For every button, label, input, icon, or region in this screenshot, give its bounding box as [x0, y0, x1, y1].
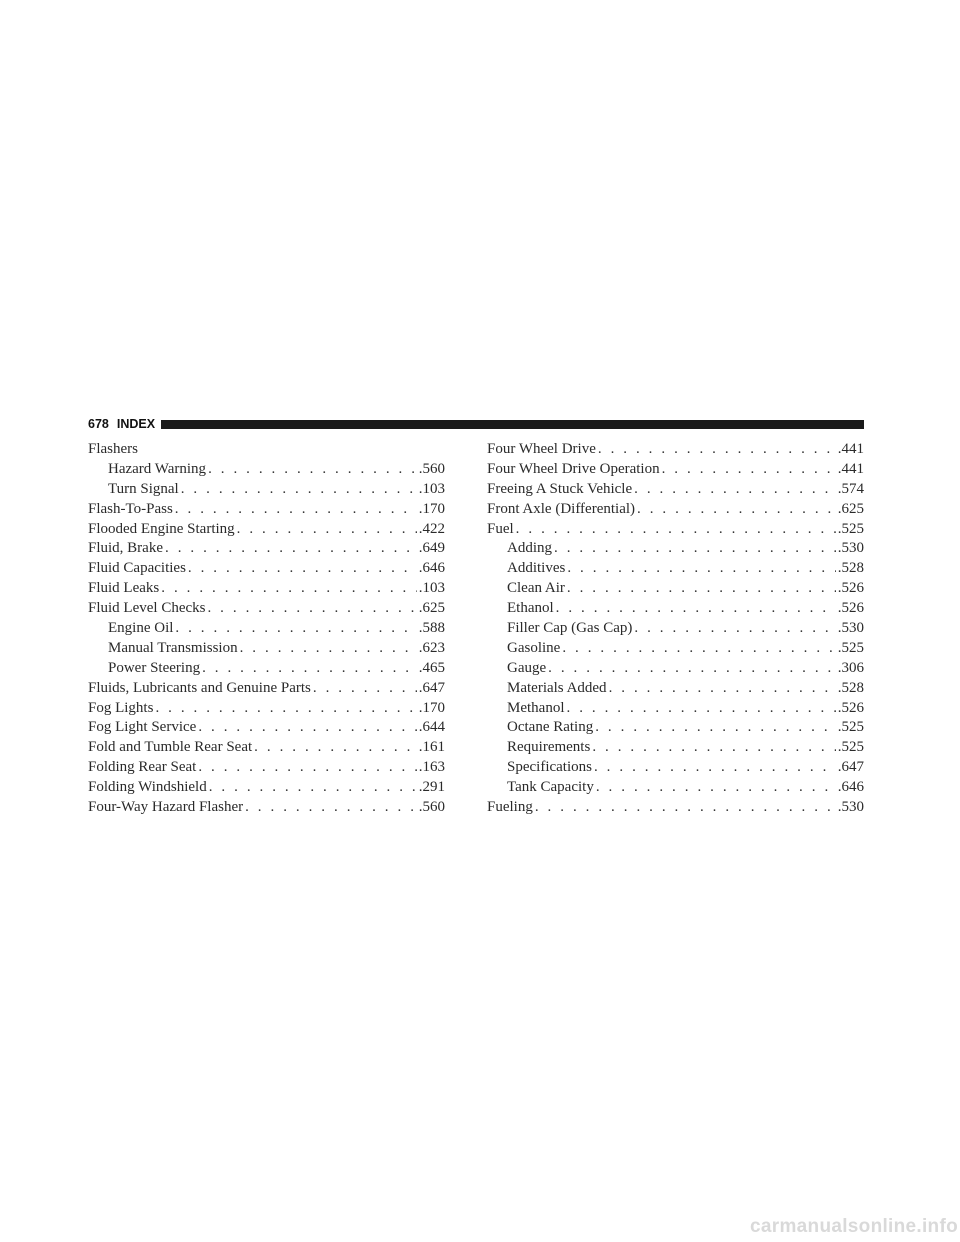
entry-label: Gasoline — [507, 639, 561, 656]
entry-label: Additives — [507, 560, 566, 577]
entry-page-number: .528 — [837, 560, 864, 577]
index-entry — [487, 461, 864, 481]
entry-label: Clean Air — [507, 580, 565, 597]
entry-label: Four Wheel Drive — [487, 441, 596, 457]
entry-page-number: .525 — [837, 719, 864, 736]
entry-page-number: .560 — [418, 799, 445, 816]
entry-page-number: .588 — [418, 620, 445, 637]
dot-leader — [175, 501, 417, 518]
dot-leader — [516, 521, 836, 538]
index-subentry — [487, 719, 864, 739]
dot-leader — [634, 620, 835, 637]
entry-page-number: .574 — [837, 480, 864, 497]
entry-page-number: .103 — [418, 580, 445, 597]
index-subentry — [88, 620, 445, 640]
dot-leader — [535, 799, 836, 816]
entry-label: Tank Capacity — [507, 779, 594, 796]
entry-page-number: .525 — [837, 520, 864, 537]
dot-leader — [202, 660, 417, 677]
dot-leader — [594, 759, 836, 776]
index-entry — [88, 540, 445, 560]
entry-label: Fluid Level Checks — [88, 600, 206, 617]
entry-page-number: .291 — [418, 779, 445, 796]
index-entry — [88, 799, 445, 819]
entry-label: Power Steering — [108, 659, 201, 676]
index-entry — [88, 759, 445, 779]
entry-page-number: .163 — [418, 759, 445, 776]
index-subentry — [487, 700, 864, 720]
index-entry — [88, 560, 445, 580]
entry-label: Filler Cap (Gas Cap) — [507, 620, 633, 637]
entry-label: Octane Rating — [507, 719, 594, 736]
index-entry — [88, 580, 445, 600]
entry-label: Freeing A Stuck Vehicle — [487, 480, 633, 497]
index-subentry — [487, 560, 864, 580]
entry-page-number: .161 — [418, 739, 445, 756]
dot-leader — [208, 461, 417, 478]
entry-label: Fog Light Service — [88, 719, 197, 736]
index-subentry — [88, 461, 445, 481]
index-subentry — [88, 481, 445, 501]
entry-page-number: .465 — [418, 659, 445, 676]
entry-page-number: .649 — [418, 540, 445, 557]
entry-page-number: .526 — [837, 699, 864, 716]
index-subentry — [487, 540, 864, 560]
index-subentry — [88, 640, 445, 660]
dot-leader — [313, 680, 417, 697]
index-entry — [88, 521, 445, 541]
dot-leader — [207, 600, 416, 617]
index-entry — [88, 501, 445, 521]
entry-label: Fluid, Brake — [88, 540, 163, 557]
entry-page-number: .530 — [837, 799, 864, 816]
entry-page-number: .441 — [837, 460, 864, 477]
dot-leader — [165, 540, 417, 557]
entry-page-number: .528 — [837, 679, 864, 696]
entry-label: Ethanol — [507, 600, 554, 617]
index-entry — [88, 600, 445, 620]
dot-leader — [155, 700, 416, 717]
entry-page-number: .560 — [418, 460, 445, 477]
index-entry — [487, 501, 864, 521]
watermark: carmanualsonline.info — [750, 1216, 958, 1237]
index-subentry — [487, 580, 864, 600]
index-entry — [88, 739, 445, 759]
entry-label: Flooded Engine Starting — [88, 520, 235, 537]
index-subentry — [487, 620, 864, 640]
entry-label: Hazard Warning — [108, 460, 207, 477]
dot-leader — [554, 540, 836, 557]
section-title: INDEX — [116, 417, 156, 431]
entry-page-number: .526 — [837, 580, 864, 597]
entry-page-number: .422 — [418, 520, 445, 537]
dot-leader — [637, 501, 836, 518]
index-entry — [487, 799, 864, 819]
entry-label: Front Axle (Differential) — [487, 500, 636, 517]
index-subentry — [487, 739, 864, 759]
entry-label: Engine Oil — [108, 620, 174, 637]
entry-label: Four-Way Hazard Flasher — [88, 799, 244, 816]
page-number: 678 — [88, 417, 109, 431]
dot-leader — [567, 700, 836, 717]
entry-page-number: .170 — [418, 699, 445, 716]
header-rule — [161, 420, 864, 429]
index-entry — [88, 441, 445, 461]
entry-page-number: .646 — [837, 779, 864, 796]
entry-page-number: .306 — [837, 659, 864, 676]
entry-label: Fold and Tumble Rear Seat — [88, 739, 253, 756]
dot-leader — [592, 739, 835, 756]
dot-leader — [567, 560, 835, 577]
entry-page-number: .647 — [418, 679, 445, 696]
dot-leader — [181, 481, 417, 498]
dot-leader — [609, 680, 836, 697]
entry-label: Adding — [507, 540, 552, 557]
dot-leader — [548, 660, 836, 677]
entry-label: Turn Signal — [108, 480, 179, 497]
index-subentry — [487, 759, 864, 779]
dot-leader — [595, 719, 836, 736]
index-subentry — [487, 640, 864, 660]
dot-leader — [254, 739, 417, 756]
entry-page-number: .623 — [418, 639, 445, 656]
dot-leader — [161, 580, 417, 597]
dot-leader — [245, 799, 417, 816]
dot-leader — [556, 600, 836, 617]
dot-leader — [567, 580, 836, 597]
dot-leader — [175, 620, 416, 637]
entry-page-number: .644 — [418, 719, 445, 736]
entry-page-number: .441 — [837, 441, 864, 457]
index-entry — [88, 680, 445, 700]
index-subentry — [88, 660, 445, 680]
dot-leader — [596, 779, 836, 796]
index-entry — [487, 521, 864, 541]
dot-leader — [662, 461, 836, 478]
dot-leader — [209, 779, 417, 796]
entry-label: Fluids, Lubricants and Genuine Parts — [88, 679, 311, 696]
index-subentry — [487, 600, 864, 620]
index-column-right — [487, 441, 864, 819]
entry-label: Fluid Capacities — [88, 560, 186, 577]
index-entry — [487, 441, 864, 461]
entry-page-number: .647 — [837, 759, 864, 776]
dot-leader — [198, 719, 416, 736]
dot-leader — [188, 560, 417, 577]
dot-leader — [598, 441, 836, 458]
entry-page-number: .170 — [418, 500, 445, 517]
entry-label: Materials Added — [507, 679, 607, 696]
entry-page-number: .646 — [418, 560, 445, 577]
entry-label: Folding Rear Seat — [88, 759, 197, 776]
entry-label: Fluid Leaks — [88, 580, 160, 597]
entry-label: Manual Transmission — [108, 639, 238, 656]
entry-page-number: .526 — [837, 600, 864, 617]
dot-leader — [237, 521, 417, 538]
entry-page-number: .530 — [837, 620, 864, 637]
entry-label: Flash-To-Pass — [88, 500, 173, 517]
entry-label: Fog Lights — [88, 699, 154, 716]
entry-label: Folding Windshield — [88, 779, 207, 796]
index-entry — [88, 719, 445, 739]
index-subentry — [487, 660, 864, 680]
entry-page-number: .625 — [837, 500, 864, 517]
index-subentry — [487, 680, 864, 700]
index-entry — [88, 700, 445, 720]
entry-page-number: .525 — [837, 639, 864, 656]
dot-leader — [634, 481, 836, 498]
entry-label: Gauge — [507, 659, 547, 676]
entry-label: Flashers — [88, 441, 138, 457]
index-subentry — [487, 779, 864, 799]
entry-label: Methanol — [507, 699, 565, 716]
entry-page-number: .625 — [418, 600, 445, 617]
index-column-left — [88, 441, 445, 819]
dot-leader — [240, 640, 417, 657]
entry-label: Fueling — [487, 799, 533, 816]
entry-label: Four Wheel Drive Operation — [487, 460, 660, 477]
entry-page-number: .103 — [418, 480, 445, 497]
entry-label: Fuel — [487, 520, 514, 537]
index-entry — [487, 481, 864, 501]
entry-page-number: .525 — [837, 739, 864, 756]
entry-label: Requirements — [507, 739, 591, 756]
entry-page-number: .530 — [837, 540, 864, 557]
page-header — [88, 416, 864, 432]
dot-leader — [562, 640, 835, 657]
index-entry — [88, 779, 445, 799]
entry-label: Specifications — [507, 759, 592, 776]
dot-leader — [198, 759, 416, 776]
